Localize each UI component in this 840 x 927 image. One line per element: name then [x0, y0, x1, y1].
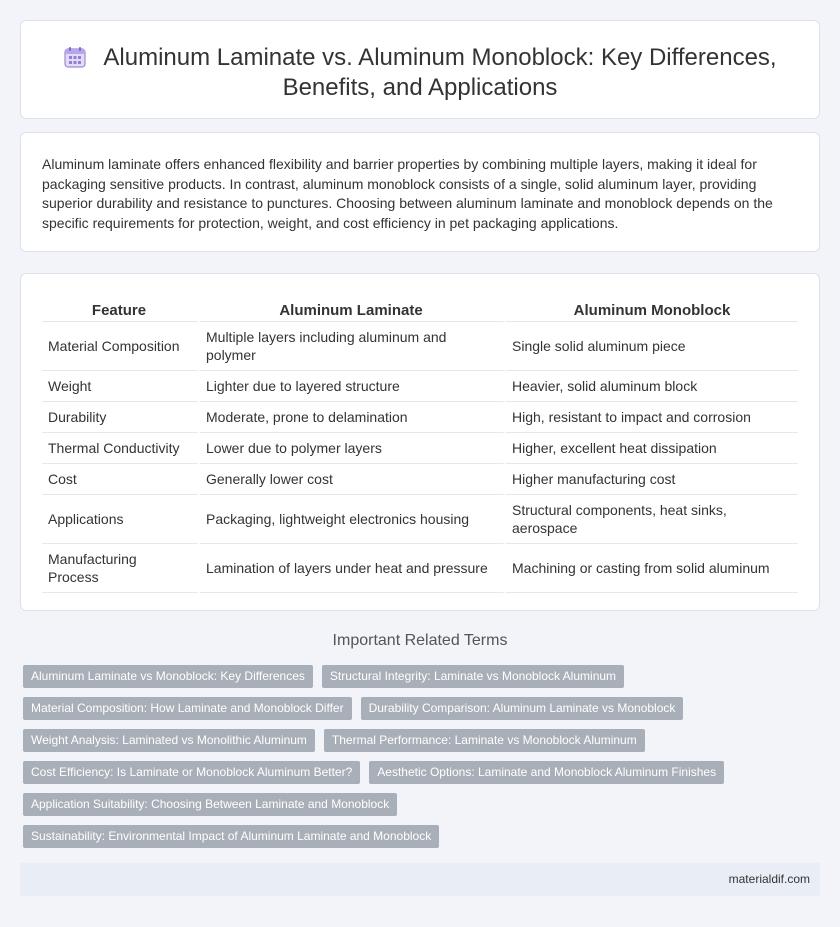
- table-row: [42, 322, 798, 371]
- comparison-table: [42, 296, 798, 593]
- table-cell-feature: Material Composition: [42, 322, 200, 371]
- footer-site-link[interactable]: materialdif.com: [728, 872, 810, 886]
- table-cell-laminate: Packaging, lightweight electronics housing: [200, 495, 506, 544]
- table-cell-monoblock: High, resistant to impact and corrosion: [506, 402, 798, 433]
- table-cell-monoblock: Single solid aluminum piece: [506, 322, 798, 371]
- related-term-tag[interactable]: Cost Efficiency: Is Laminate or Monoblock Aluminum Better?: [23, 761, 360, 784]
- table-row: [42, 544, 798, 593]
- related-term-tag[interactable]: Structural Integrity: Laminate vs Monoblock Aluminum: [322, 665, 624, 688]
- related-term-tag[interactable]: Aluminum Laminate vs Monoblock: Key Differences: [23, 665, 313, 688]
- footer: [20, 863, 820, 896]
- related-term-tag[interactable]: Durability Comparison: Aluminum Laminate vs Monoblock: [361, 697, 684, 720]
- table-cell-laminate: Multiple layers including aluminum and polymer: [200, 322, 506, 371]
- related-terms-list: [23, 665, 823, 857]
- table-cell-monoblock: Machining or casting from solid aluminum: [506, 544, 798, 593]
- table-header-row: [42, 296, 798, 322]
- table-header-laminate: Aluminum Laminate: [200, 296, 506, 322]
- page-title: [21, 43, 819, 103]
- related-terms-heading: Important Related Terms: [332, 632, 508, 649]
- table-cell-monoblock: Heavier, solid aluminum block: [506, 371, 798, 402]
- comparison-table-card: [20, 273, 820, 611]
- table-cell-feature: Applications: [42, 495, 200, 544]
- table-header-monoblock: Aluminum Monoblock: [506, 296, 798, 322]
- table-cell-monoblock: Higher manufacturing cost: [506, 464, 798, 495]
- related-term-tag[interactable]: Aesthetic Options: Laminate and Monoblock Aluminum Finishes: [369, 761, 724, 784]
- related-term-tag[interactable]: Material Composition: How Laminate and Monoblock Differ: [23, 697, 352, 720]
- table-cell-feature: Durability: [42, 402, 200, 433]
- intro-paragraph: Aluminum laminate offers enhanced flexibility and barrier properties by combining multiple layers, making it ideal for packaging sensitive products. In contrast, aluminum monoblock consists of a single, solid aluminum layer, providing superior durability and resistance to punctures. Choosing between aluminum laminate and monoblock depends on the specific requirements for protection, weight, and cost efficiency in pet packaging applications.: [42, 156, 773, 231]
- table-cell-feature: Thermal Conductivity: [42, 433, 200, 464]
- table-cell-feature: Manufacturing Process: [42, 544, 200, 593]
- title-line-2: Benefits, and Applications: [282, 74, 558, 101]
- table-cell-feature: Cost: [42, 464, 200, 495]
- table-cell-feature: Weight: [42, 371, 200, 402]
- related-term-tag[interactable]: Application Suitability: Choosing Between Laminate and Monoblock: [23, 793, 397, 816]
- table-cell-laminate: Lamination of layers under heat and pressure: [200, 544, 506, 593]
- table-row: [42, 433, 798, 464]
- table-cell-monoblock: Higher, excellent heat dissipation: [506, 433, 798, 464]
- calendar-icon: [63, 45, 87, 69]
- table-cell-monoblock: Structural components, heat sinks, aerospace: [506, 495, 798, 544]
- related-term-tag[interactable]: Weight Analysis: Laminated vs Monolithic Aluminum: [23, 729, 315, 752]
- title-line-1: Aluminum Laminate vs. Aluminum Monoblock: Key Differences,: [103, 44, 777, 71]
- table-row: [42, 495, 798, 544]
- table-cell-laminate: Generally lower cost: [200, 464, 506, 495]
- table-cell-laminate: Lighter due to layered structure: [200, 371, 506, 402]
- related-term-tag[interactable]: Sustainability: Environmental Impact of Aluminum Laminate and Monoblock: [23, 825, 439, 848]
- title-card: [20, 20, 820, 119]
- related-term-tag[interactable]: Thermal Performance: Laminate vs Monoblock Aluminum: [324, 729, 645, 752]
- table-cell-laminate: Lower due to polymer layers: [200, 433, 506, 464]
- table-header-feature: Feature: [42, 296, 200, 322]
- table-row: [42, 402, 798, 433]
- table-row: [42, 464, 798, 495]
- table-cell-laminate: Moderate, prone to delamination: [200, 402, 506, 433]
- table-row: [42, 371, 798, 402]
- intro-card: [20, 132, 820, 252]
